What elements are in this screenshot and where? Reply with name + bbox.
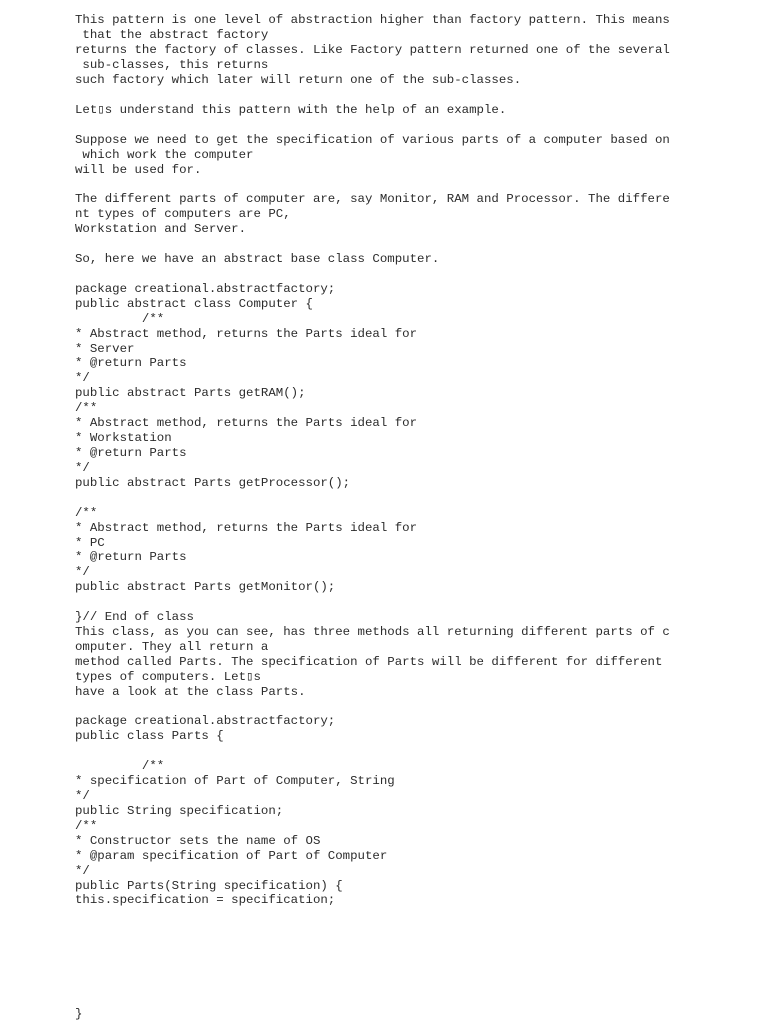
text-line: Let▯s understand this pattern with the help of an example. [75, 103, 507, 117]
code-line: * specification of Part of Computer, String [75, 774, 395, 788]
text-line: method called Parts. The specification of Parts will be different for different [75, 655, 663, 669]
code-line: */ [75, 371, 90, 385]
text-line: sub-classes, this returns [75, 58, 269, 72]
text-line: returns the factory of classes. Like Factory pattern returned one of the several [75, 43, 670, 57]
code-line: * PC [75, 536, 105, 550]
code-line: /** [75, 401, 98, 415]
text-line: types of computers. Let▯s [75, 670, 261, 684]
text-line: that the abstract factory [75, 28, 269, 42]
text-line: This pattern is one level of abstraction higher than factory pattern. This means [75, 13, 670, 27]
code-line: * @return Parts [75, 550, 187, 564]
text-line: This class, as you can see, has three methods all returning different parts of c [75, 625, 670, 639]
text-line: such factory which later will return one of the sub-classes. [75, 73, 522, 87]
text-line: The different parts of computer are, say Monitor, RAM and Processor. The differe [75, 192, 670, 206]
code-line: * @param specification of Part of Computer [75, 849, 388, 863]
text-line: Suppose we need to get the specification of various parts of a computer based on [75, 133, 670, 147]
code-line: /** [75, 506, 98, 520]
code-line: this.specification = specification; [75, 893, 336, 907]
code-line: /** [75, 819, 98, 833]
code-line: * @return Parts [75, 446, 187, 460]
code-line: public abstract Parts getMonitor(); [75, 580, 336, 594]
code-line: * Abstract method, returns the Parts ideal for [75, 416, 418, 430]
code-line: * Abstract method, returns the Parts ideal for [75, 521, 418, 535]
text-line: will be used for. [75, 163, 202, 177]
code-line: */ [75, 461, 90, 475]
text-line: Workstation and Server. [75, 222, 247, 236]
code-line: * Workstation [75, 431, 172, 445]
code-line: * Server [75, 342, 135, 356]
code-line: }// End of class [75, 610, 194, 624]
code-line: package creational.abstractfactory; [75, 282, 336, 296]
code-line: public class Parts { [75, 729, 224, 743]
code-line: * Constructor sets the name of OS [75, 834, 321, 848]
text-line: have a look at the class Parts. [75, 685, 306, 699]
code-line: public abstract Parts getRAM(); [75, 386, 306, 400]
code-line: public Parts(String specification) { [75, 879, 343, 893]
code-line: /** [75, 312, 165, 326]
code-line: package creational.abstractfactory; [75, 714, 336, 728]
text-line: So, here we have an abstract base class Computer. [75, 252, 440, 266]
code-line: * Abstract method, returns the Parts ideal for [75, 327, 418, 341]
code-line: } [75, 1007, 83, 1021]
code-line: */ [75, 864, 90, 878]
text-line: which work the computer [75, 148, 254, 162]
text-line: nt types of computers are PC, [75, 207, 291, 221]
code-line: public String specification; [75, 804, 284, 818]
code-line: */ [75, 789, 90, 803]
code-line: */ [75, 565, 90, 579]
code-line: /** [75, 759, 165, 773]
code-line: * @return Parts [75, 356, 187, 370]
code-line: public abstract Parts getProcessor(); [75, 476, 351, 490]
code-line: public abstract class Computer { [75, 297, 313, 311]
text-line: omputer. They all return a [75, 640, 269, 654]
